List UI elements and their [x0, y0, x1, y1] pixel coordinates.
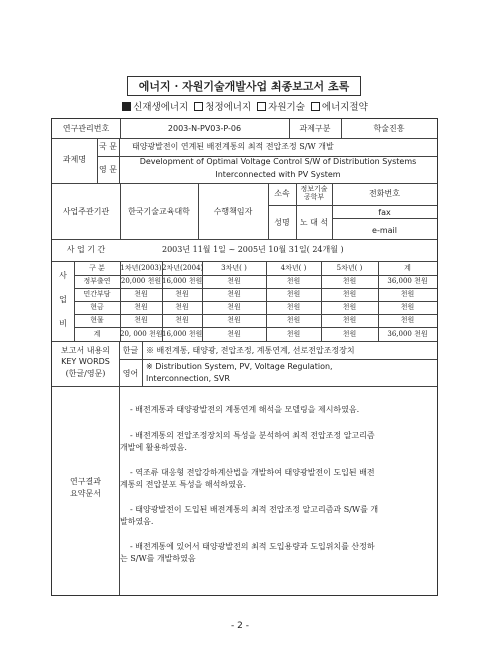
budget-header-cell: 계: [404, 264, 411, 272]
col-divider: [120, 261, 121, 341]
summary-paragraph-3: - 역조류 대응형 전압강하계산법을 개발하여 태양광발전이 도입된 배전 계통의 전압분포 특성을 해석하였음.: [120, 468, 375, 490]
period-value: 2003년 11월 1일 ~ 2005년 10월 31일( 24개월 ): [162, 245, 344, 254]
summary-paragraph-1: - 배전계통과 태양광발전의 계통연계 해석을 모델링을 제시하였음.: [130, 405, 360, 414]
summary-paragraph-4: - 태양광발전이 도입된 배전계통의 최적 전압조정 알고리즘과 S/W를 개 발하였음.: [120, 505, 379, 527]
report-title: 에너지 · 자원기술개발사업 최종보고서 초록: [127, 76, 361, 96]
col-divider: [162, 261, 163, 341]
fax-label: fax: [378, 208, 391, 217]
category-checkboxes: [110, 99, 380, 113]
budget-cell: 천원: [286, 290, 301, 298]
phone-label: 전화번호: [369, 189, 400, 198]
project-category-value: 학술진흥: [373, 124, 405, 133]
project-title-english-line2: Interconnected with PV System: [215, 170, 341, 179]
project-name-label: 과제명: [62, 155, 87, 164]
col-divider: [296, 183, 297, 239]
budget-header-cell: 구 분: [89, 264, 105, 272]
project-title-korean: 태양광발전이 연계된 배전계통의 최적 전압조정 S/W 개발: [132, 142, 334, 151]
korean-label: 국 문: [99, 142, 117, 151]
investigator-name: 노 대 석: [299, 218, 329, 227]
checkbox-empty-icon[interactable]: [194, 102, 203, 111]
col-divider: [202, 261, 203, 341]
budget-cell: 천원: [400, 290, 415, 298]
checkbox-empty-icon[interactable]: [257, 102, 266, 111]
keywords-label-line2: KEY WORDS: [61, 357, 110, 366]
budget-side-char: 업: [59, 295, 67, 304]
row-divider: [74, 288, 437, 289]
budget-row-label: 현금: [90, 303, 104, 311]
row-divider: [332, 218, 437, 219]
keywords-korean-label: 한글: [122, 346, 139, 355]
col-divider: [266, 261, 267, 341]
keywords-english-line2: Interconnection, SVR: [146, 374, 230, 383]
row-divider: [74, 275, 437, 276]
col-divider: [142, 341, 143, 386]
summary-label-line2: 요약문서: [70, 489, 101, 498]
organization-label: 사업주관기관: [62, 207, 110, 216]
row-divider: [268, 205, 437, 206]
budget-row-label: 정부출연: [83, 277, 111, 285]
budget-cell: 천원: [134, 316, 148, 324]
category-resource[interactable]: 자원기술: [257, 99, 305, 113]
organization-name: 한국기술교육대학: [128, 207, 190, 216]
budget-header-cell: 2차년(2004): [162, 264, 204, 272]
email-label: e-mail: [372, 226, 397, 235]
period-label: 사 업 기 간: [66, 245, 106, 254]
col-divider: [321, 261, 322, 341]
budget-cell: 천원: [286, 316, 301, 324]
budget-cell: 천원: [227, 277, 241, 285]
english-label: 영 문: [99, 165, 117, 174]
budget-cell: 천원: [175, 290, 189, 298]
budget-cell: 20,000 천원: [120, 277, 162, 285]
department-label: 소속: [274, 189, 290, 198]
checkbox-checked-icon[interactable]: [122, 102, 131, 111]
category-saving[interactable]: 에너지절약: [311, 99, 368, 113]
budget-cell: 천원: [227, 316, 241, 324]
row-divider: [52, 261, 437, 262]
principal-investigator-label: 수행책임자: [213, 207, 253, 216]
page-number: - 2 -: [231, 621, 249, 631]
budget-cell: 16,000 천원: [162, 277, 203, 285]
col-divider: [74, 261, 75, 341]
category-clean[interactable]: 청정에너지: [194, 99, 251, 113]
keywords-english-line1: ※ Distribution System, PV, Voltage Regulation,: [146, 362, 333, 371]
name-label: 성명: [274, 218, 290, 227]
budget-cell: 36,000 천원: [387, 330, 428, 338]
keywords-label-line3: (한글/영문): [65, 369, 106, 378]
row-divider: [52, 386, 437, 387]
category-renewable[interactable]: 신재생에너지: [122, 99, 188, 113]
budget-row-label: 계: [93, 330, 101, 338]
budget-cell: 천원: [342, 277, 357, 285]
research-no-label: 연구관리번호: [62, 124, 110, 133]
budget-row-label: 민간부담: [83, 290, 111, 298]
checkbox-empty-icon[interactable]: [311, 102, 320, 111]
budget-cell: 16,000 천원: [162, 330, 203, 338]
budget-row-label: 현물: [90, 316, 104, 324]
budget-cell: 20, 000 천원: [120, 330, 163, 338]
budget-cell: 천원: [227, 330, 241, 338]
budget-header-cell: 1차년(2003): [120, 264, 162, 272]
budget-cell: 천원: [342, 330, 357, 338]
budget-side-char: 비: [59, 319, 67, 328]
budget-header-cell: 4차년( ): [280, 264, 307, 272]
budget-cell: 천원: [286, 330, 301, 338]
budget-cell: 천원: [342, 290, 357, 298]
keywords-korean-value: ※ 배전계통, 태양광, 전압조정, 계통연계, 선로전압조정장치: [146, 346, 355, 355]
row-divider: [52, 138, 437, 139]
budget-cell: 천원: [342, 316, 357, 324]
row-divider: [74, 314, 437, 315]
summary-paragraph-5: - 배전계통에 있어서 태양광발전의 최적 도입용량과 도입위치를 산정하 는 S/W를 개발하였음: [120, 542, 375, 564]
budget-cell: 천원: [227, 290, 241, 298]
budget-cell: 천원: [175, 303, 189, 311]
budget-cell: 천원: [227, 303, 241, 311]
budget-cell: 천원: [134, 303, 148, 311]
budget-cell: 천원: [134, 290, 148, 298]
budget-cell: 천원: [342, 303, 357, 311]
project-title-english-line1: Development of Optimal Voltage Control S/W of Distribution Systems: [139, 157, 417, 166]
row-divider: [74, 327, 437, 328]
budget-header-cell: 3차년( ): [221, 264, 247, 272]
col-divider: [378, 261, 379, 341]
research-no-value: 2003-N-PV03-P-06: [167, 124, 242, 133]
budget-header-cell: 5차년( ): [336, 264, 363, 272]
keywords-label-line1: 보고서 내용의: [61, 346, 110, 355]
row-divider: [52, 239, 437, 240]
budget-cell: 천원: [175, 316, 189, 324]
keywords-english-label: 영어: [122, 369, 139, 378]
project-category-label: 과제구분: [299, 124, 331, 133]
budget-cell: 36,000 천원: [387, 277, 428, 285]
budget-side-char: 사: [59, 271, 67, 280]
row-divider: [52, 341, 437, 342]
department-value: 정보기술공학부: [300, 185, 328, 202]
budget-cell: 천원: [400, 316, 415, 324]
row-divider: [119, 359, 437, 360]
row-divider: [74, 301, 437, 302]
summary-paragraph-2: - 배전계통의 전압조정장치의 특성을 분석하여 최적 전압조정 알고리즘 개발에 활용하였음.: [120, 431, 375, 453]
budget-cell: 천원: [286, 277, 301, 285]
row-divider: [52, 183, 437, 184]
budget-cell: 천원: [400, 303, 415, 311]
summary-label-line1: 연구결과: [70, 477, 101, 486]
budget-cell: 천원: [286, 303, 301, 311]
